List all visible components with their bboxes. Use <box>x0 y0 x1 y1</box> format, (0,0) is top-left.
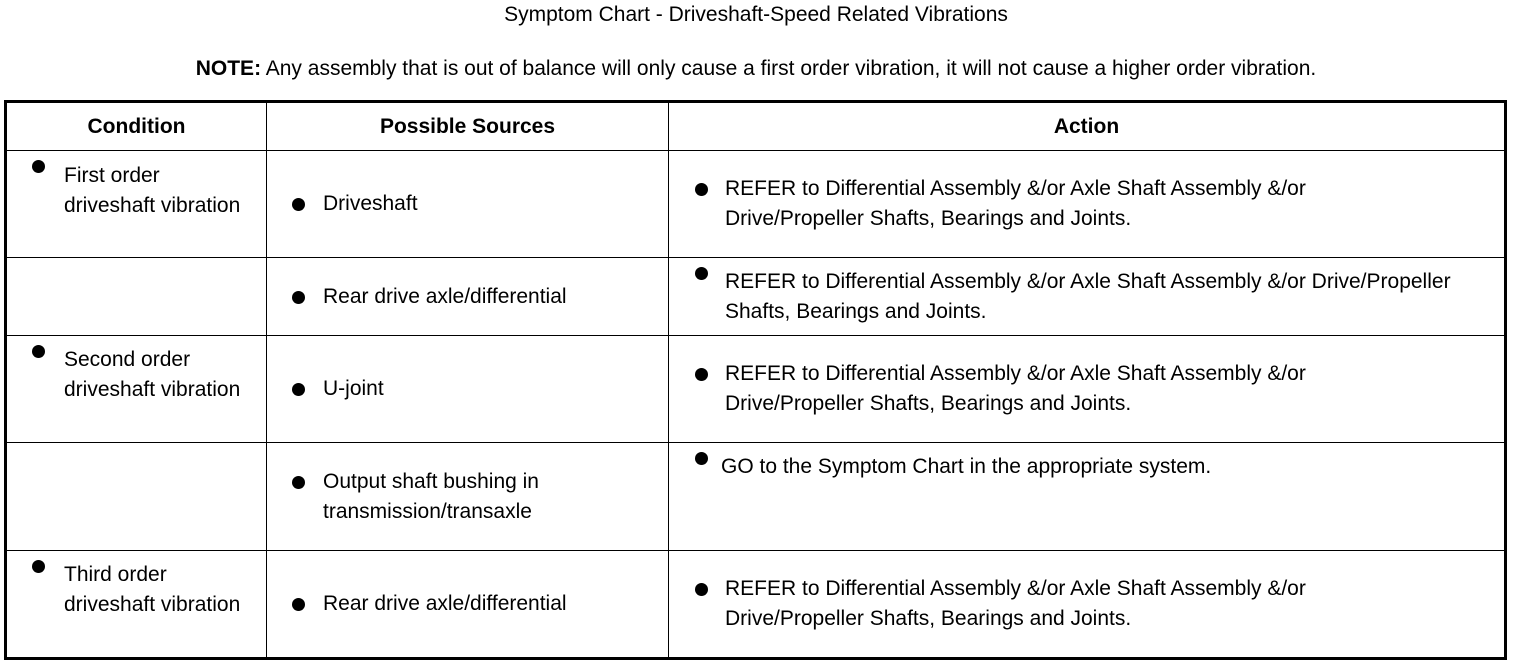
table-row <box>6 551 1506 659</box>
source-text: Rear drive axle/differential <box>267 282 668 312</box>
note-label: NOTE: <box>195 57 262 80</box>
header-action: Action <box>669 102 1506 151</box>
condition-cell <box>6 151 267 258</box>
action-cell <box>669 443 1506 551</box>
table-row <box>6 258 1506 336</box>
table-row <box>6 151 1506 258</box>
source-cell <box>267 443 669 551</box>
source-text: Output shaft bushing in transmission/transaxle <box>267 467 635 527</box>
table-row <box>6 443 1506 551</box>
header-possible-sources: Possible Sources <box>267 102 669 151</box>
table-row <box>6 336 1506 443</box>
action-cell <box>669 151 1506 258</box>
symptom-chart-table <box>4 100 1507 660</box>
action-cell <box>669 551 1506 659</box>
action-text: REFER to Differential Assembly &/or Axle Shaft Assembly &/or Drive/Propeller Shafts, Bearings and Joints. <box>669 258 1477 327</box>
table-header-row <box>6 102 1506 151</box>
source-cell <box>267 336 669 443</box>
condition-cell <box>6 336 267 443</box>
condition-text: Second order driveshaft vibration <box>7 336 266 405</box>
source-cell <box>267 258 669 336</box>
note <box>0 57 1512 81</box>
action-cell <box>669 258 1506 336</box>
action-text: REFER to Differential Assembly &/or Axle Shaft Assembly &/or Drive/Propeller Shafts, Bearings and Joints. <box>669 574 1409 634</box>
condition-cell <box>6 258 267 336</box>
condition-cell <box>6 443 267 551</box>
action-text: GO to the Symptom Chart in the appropriate system. <box>669 443 1504 482</box>
action-text: REFER to Differential Assembly &/or Axle Shaft Assembly &/or Drive/Propeller Shafts, Bearings and Joints. <box>669 174 1409 234</box>
condition-cell <box>6 551 267 659</box>
source-cell <box>267 151 669 258</box>
header-condition: Condition <box>6 102 267 151</box>
source-text: Rear drive axle/differential <box>267 589 668 619</box>
note-text: Any assembly that is out of balance will only cause a first order vibration, it will not cause a higher order vibration. <box>261 57 1317 80</box>
action-text: REFER to Differential Assembly &/or Axle Shaft Assembly &/or Drive/Propeller Shafts, Bearings and Joints. <box>669 359 1409 419</box>
condition-text: First order driveshaft vibration <box>7 151 266 221</box>
source-text: Driveshaft <box>267 189 668 219</box>
source-cell <box>267 551 669 659</box>
action-cell <box>669 336 1506 443</box>
page-title: Symptom Chart - Driveshaft-Speed Related Vibrations <box>504 3 1008 26</box>
source-text: U-joint <box>267 374 668 404</box>
condition-text: Third order driveshaft vibration <box>7 551 266 620</box>
